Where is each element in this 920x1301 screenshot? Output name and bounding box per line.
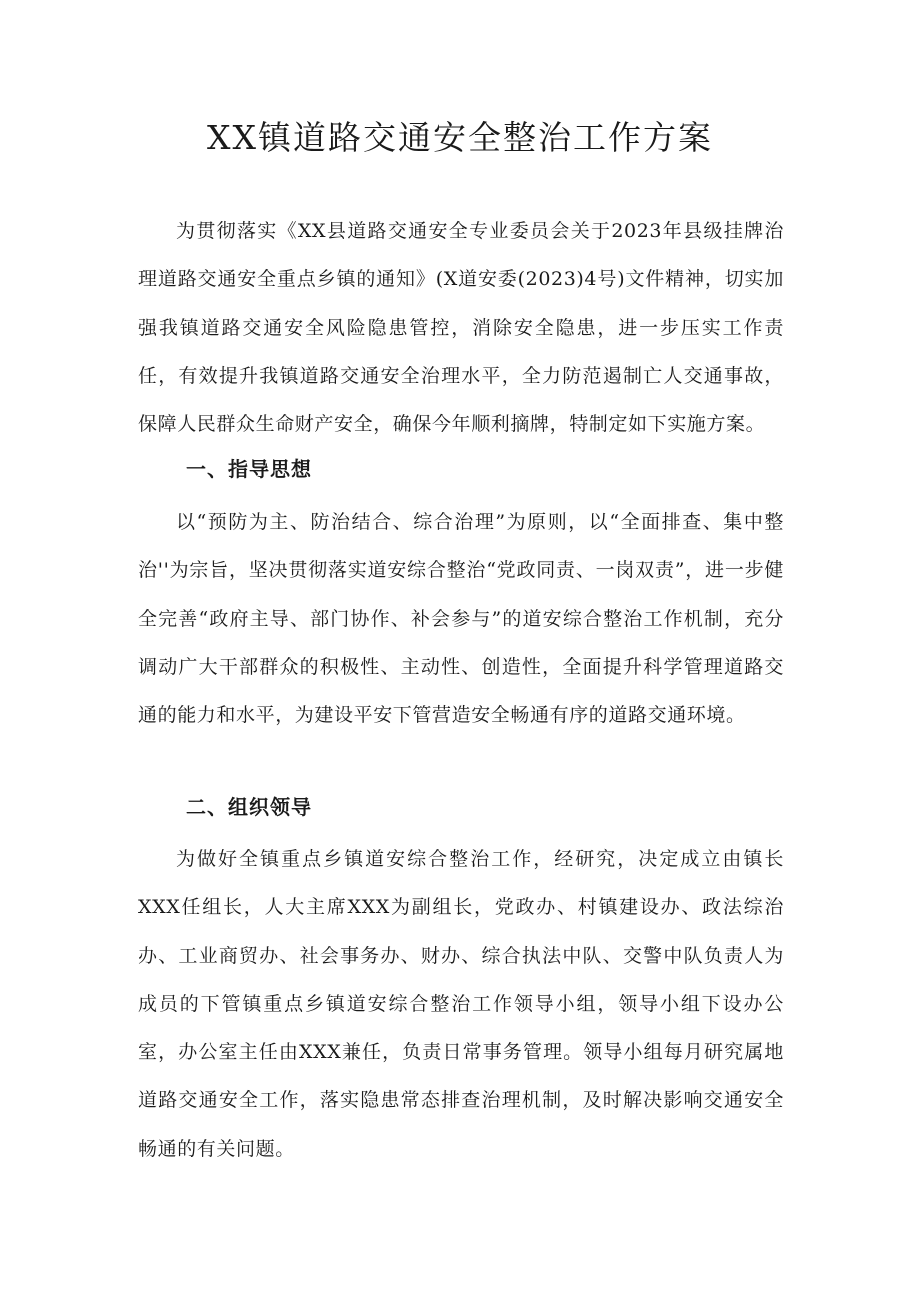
document-title: XX镇道路交通安全整治工作方案 bbox=[207, 118, 713, 157]
section-heading-guiding-ideology: 一、指导思想 bbox=[186, 457, 312, 481]
intro-paragraph: 为贯彻落实《XX县道路交通安全专业委员会关于2023年县级挂牌治理道路交通安全重点乡镇的通知》(X道安委(2023)4号)文件精神，切实加强我镇道路交通安全风险隐患管控，消除安全隐患，进一步压实工作责任，有效提升我镇道路交通安全治理水平，全力防范遏制亡人交通事故，保障人民群众生命财产安全，确保今年顺利摘牌，特制定如下实施方案。 bbox=[138, 220, 784, 436]
section-heading-organization-leadership: 二、组织领导 bbox=[186, 795, 312, 819]
section-paragraph-guiding-ideology: 以“预防为主、防治结合、综合治理”为原则，以“全面排查、集中整治''为宗旨，坚决贯彻落实道安综合整治“党政同责、一岗双责”，进一步健全完善“政府主导、部门协作、补会参与”的道安综合整治工作机制，充分调动广大干部群众的积极性、主动性、创造性，全面提升科学管理道路交通的能力和水平，为建设平安下管营造安全畅通有序的道路交通环境。 bbox=[138, 511, 784, 727]
section-paragraph-organization-leadership: 为做好全镇重点乡镇道安综合整治工作，经研究，决定成立由镇长XXX任组长，人大主席XXX为副组长，党政办、村镇建设办、政法综治办、工业商贸办、社会事务办、财办、综合执法中队、交警中队负责人为成员的下管镇重点乡镇道安综合整治工作领导小组，领导小组下设办公室，办公室主任由XXX兼任，负责日常事务管理。领导小组每月研究属地道路交通安全工作，落实隐患常态排查治理机制，及时解决影响交通安全畅通的有关问题。 bbox=[138, 848, 784, 1160]
